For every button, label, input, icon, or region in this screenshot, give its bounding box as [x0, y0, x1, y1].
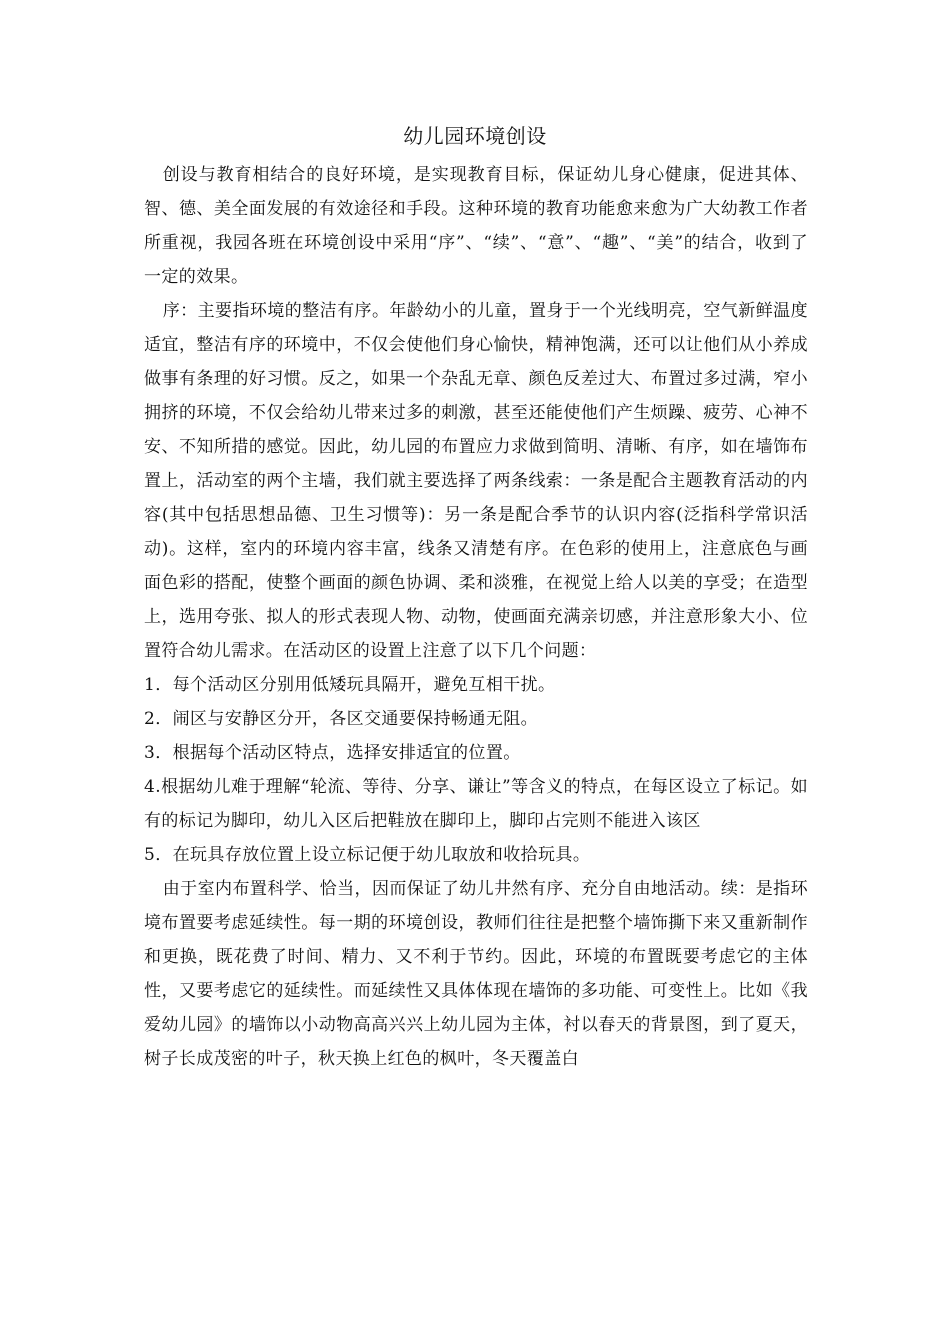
list-item-5: 5．在玩具存放位置上设立标记便于幼儿取放和收拾玩具。: [144, 845, 591, 865]
list-item-3: 3．根据每个活动区特点，选择安排适宜的位置。: [144, 743, 521, 763]
continuity-paragraph: 由于室内布置科学、恰当，因而保证了幼儿井然有序、充分自由地活动。续：是指环境布置要考虑延续性。每一期的环境创设，教师们往往是把整个墙饰撕下来又重新制作和更换，既花费了时间、精力、又不利于节约。因此，环境的布置既要考虑它的主体性，又要考虑它的延续性。而延续性又具体体现在墙饰的多功能、可变性上。比如《我爱幼儿园》的墙饰以小动物高高兴兴上幼儿园为主体，衬以春天的背景图，到了夏天，树子长成茂密的叶子，秋天换上红色的枫叶，冬天覆盖白: [144, 879, 808, 1069]
list-item-1: 1．每个活动区分别用低矮玩具隔开，避免互相干扰。: [144, 675, 556, 695]
order-paragraph: 序：主要指环境的整洁有序。年龄幼小的儿童，置身于一个光线明亮，空气新鲜温度适宜，整洁有序的环境中，不仅会使他们身心愉快，精神饱满，还可以让他们从小养成做事有条理的好习惯。反之，如果一个杂乱无章、颜色反差过大、布置过多过满，窄小拥挤的环境，不仅会给幼儿带来过多的刺激，甚至还能使他们产生烦躁、疲劳、心神不安、不知所措的感觉。因此，幼儿园的布置应力求做到简明、清晰、有序，如在墙饰布置上，活动室的两个主墙，我们就主要选择了两条线索：一条是配合主题教育活动的内容(其中包括思想品德、卫生习惯等)：另一条是配合季节的认识内容(泛指科学常识活动)。这样，室内的环境内容丰富，线条又清楚有序。在色彩的使用上，注意底色与画面色彩的搭配，使整个画面的颜色协调、柔和淡雅，在视觉上给人以美的享受；在造型上，选用夸张、拟人的形式表现人物、动物，使画面充满亲切感，并注意形象大小、位置符合幼儿需求。在活动区的设置上注意了以下几个问题：: [144, 301, 808, 661]
document-body: [144, 158, 808, 1076]
list-item-4: 4.根据幼儿难于理解“轮流、等待、分享、谦让”等含义的特点，在每区设立了标记。如有的标记为脚印，幼儿入区后把鞋放在脚印上，脚印占完则不能进入该区: [144, 777, 808, 831]
document-title: 幼儿园环境创设: [403, 124, 547, 148]
intro-paragraph: 创设与教育相结合的良好环境，是实现教育目标，保证幼儿身心健康，促进其体、智、德、美全面发展的有效途径和手段。这种环境的教育功能愈来愈为广大幼教工作者所重视，我园各班在环境创设中采用“序”、“续”、“意”、“趣”、“美”的结合，收到了一定的效果。: [144, 165, 808, 287]
list-item-2: 2．闹区与安静区分开，各区交通要保持畅通无阻。: [144, 709, 539, 729]
